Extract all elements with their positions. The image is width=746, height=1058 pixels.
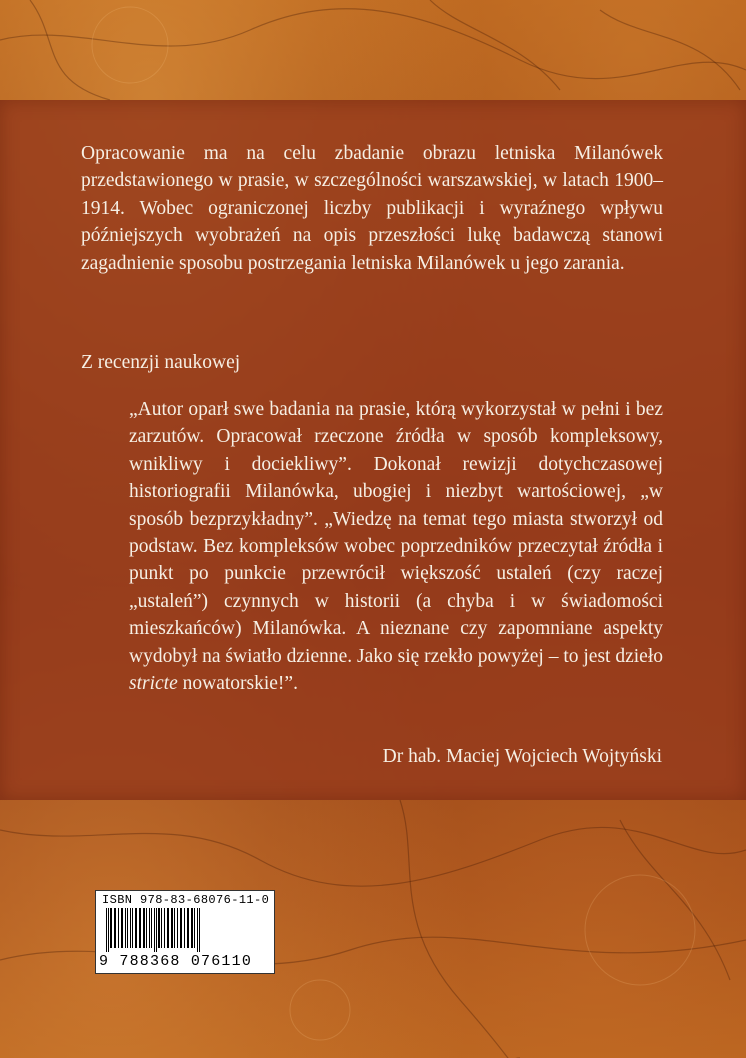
barcode-bar <box>110 908 112 948</box>
barcode-bar <box>167 908 169 948</box>
barcode-bar <box>127 908 128 948</box>
barcode-bar <box>106 908 107 952</box>
review-quote-part-1: „Autor oparł swe badania na prasie, którą wykorzystał w pełni i bez zarzutów. Opracował rzeczone źródła w sposób kompleksowy, wnikliwy i dociekliwy”. Dokonał rewizji dotychczasowej historiografii Milanówka, ubogiej i niezbyt wartościowej, „w sposób bezprzykładny”. „Wiedzę na temat tego miasta stworzył od podstaw. Bez kompleksów wobec poprzedników przeczytał źródła i punkt po punkcie przewrócił większość ustaleń (czy raczej „ustaleń”) czynnych w historii (a chyba i w świadomości mieszkańców) Milanówka. A nieznane czy zapomniane aspekty wydobył na światło dzienne. Jako się rzekło powyżej – to jest dzieło <box>129 399 663 667</box>
barcode-bar <box>130 908 131 948</box>
barcode-bar <box>180 908 182 948</box>
barcode-bar <box>143 908 145 948</box>
barcode-bar <box>156 908 157 952</box>
review-quote <box>129 396 663 697</box>
isbn-label: ISBN 978-83-68076-11-0 <box>102 893 270 907</box>
barcode-bar <box>139 908 141 948</box>
barcode-bar <box>177 908 178 948</box>
barcode-bar <box>149 908 150 948</box>
barcode-bar <box>187 908 189 948</box>
barcode-bar <box>194 908 195 948</box>
barcode-bar <box>121 908 123 948</box>
barcode-bar <box>199 908 200 952</box>
isbn-barcode <box>95 890 275 974</box>
review-author: Dr hab. Maciej Wojciech Wojtyński <box>382 746 662 767</box>
barcode-bar <box>132 908 133 948</box>
barcode-bar <box>146 908 147 948</box>
barcode-bars <box>102 908 268 952</box>
barcode-bar <box>151 908 152 948</box>
barcode-bar <box>114 908 116 948</box>
barcode-bar <box>197 908 198 952</box>
review-heading: Z recenzji naukowej <box>81 352 241 373</box>
barcode-bar <box>125 908 126 948</box>
intro-paragraph: Opracowanie ma na celu zbadanie obrazu letniska Milanówek przedstawionego w prasie, w szczególności warszawskiej, w latach 1900–1914. Wobec ograniczonej liczby publikacji i wyraźnego wpływu późniejszych wyobrażeń na opis przeszłości lukę badawczą stanowi zagadnienie sposobu postrzegania letniska Milanówek u jego zarania. <box>81 143 663 274</box>
barcode-bar <box>191 908 193 948</box>
review-quote-emphasis: stricte <box>129 673 178 695</box>
barcode-bar <box>154 908 155 952</box>
barcode-bar <box>135 908 137 948</box>
barcode-bar <box>118 908 119 948</box>
barcode-bar <box>174 908 175 948</box>
barcode-bar <box>158 908 160 948</box>
barcode-bar <box>108 908 109 952</box>
barcode-bar <box>184 908 185 948</box>
barcode-bar <box>164 908 165 948</box>
barcode-bar <box>171 908 173 948</box>
barcode-digits: 9 788368 076110 <box>99 953 253 970</box>
barcode-bar <box>161 908 162 948</box>
review-quote-part-2: nowatorskie!”. <box>177 673 298 695</box>
